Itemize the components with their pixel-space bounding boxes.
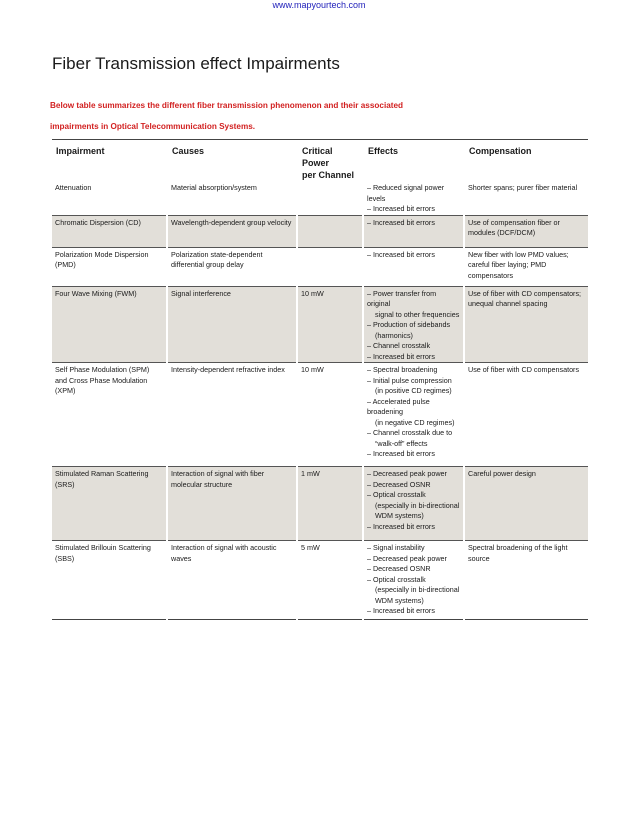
cell-compensation: New fiber with low PMD values; careful fiber laying; PMD compensators [464, 247, 588, 286]
effect-line: WDM systems) [375, 595, 424, 605]
table-row [52, 467, 588, 541]
cell-effects [363, 467, 464, 541]
effect-line: – Increased bit errors [367, 249, 435, 259]
table-header-row [52, 140, 588, 181]
header-causes: Causes [167, 140, 297, 181]
effect-line: – Reduced signal power levels [367, 183, 445, 203]
cell-power [297, 181, 363, 215]
effect-line: – Decreased OSNR [367, 564, 431, 573]
effect-line: – Spectral broadening [367, 365, 438, 374]
effect-line: – Increased bit errors [367, 521, 435, 531]
impairments-table [52, 139, 588, 620]
impairments-table-grid [52, 140, 588, 631]
cell-impairment: Stimulated Brillouin Scattering (SBS) [55, 543, 151, 563]
cell-compensation: Use of fiber with CD compensators [464, 363, 588, 467]
effect-line: WDM systems) [375, 511, 424, 520]
effect-line: – Increased bit errors [367, 606, 435, 615]
cell-power: 10 mW [297, 286, 363, 363]
effect-line: – Channel crosstalk [367, 341, 431, 350]
effect-line: – Initial pulse compression [367, 375, 452, 385]
cell-effects [363, 363, 464, 467]
cell-effects [363, 541, 464, 631]
cell-causes: Wavelength-dependent group velocity [167, 215, 297, 247]
page-title: Fiber Transmission effect Impairments [52, 54, 340, 73]
cell-power [297, 215, 363, 247]
cell-effects [363, 247, 464, 286]
header-impairment: Impairment [56, 146, 105, 156]
cell-power: 5 mW [297, 541, 363, 631]
effect-line: (in positive CD regimes) [375, 386, 452, 395]
cell-power: 1 mW [297, 467, 363, 541]
header-critical-power-line2: per Channel [302, 170, 355, 180]
cell-impairment: Chromatic Dispersion (CD) [52, 215, 167, 247]
effect-line: – Increased bit errors [367, 204, 435, 213]
cell-impairment: Self Phase Modulation (SPM) and Cross Phase Modulation (XPM) [52, 363, 167, 467]
cell-impairment: Attenuation [52, 181, 167, 215]
cell-causes: Intensity-dependent refractive index [167, 363, 297, 467]
cell-compensation: Shorter spans; purer fiber material [464, 181, 588, 215]
effect-line: (harmonics) [375, 330, 413, 340]
cell-power [297, 247, 363, 286]
cell-effects [363, 215, 464, 247]
header-effects: Effects [363, 140, 464, 181]
cell-compensation: Use of compensation fiber or modules (DCF/DCM) [464, 215, 588, 247]
header-critical-power [297, 140, 363, 181]
header-critical-power-line1: Critical Power [302, 146, 333, 168]
table-row [52, 363, 588, 467]
table-row [52, 286, 588, 363]
cell-effects [363, 286, 464, 363]
table-row [52, 215, 588, 247]
table-row [52, 181, 588, 215]
header-url[interactable]: www.mapyourtech.com [272, 0, 366, 10]
cell-power: 10 mW [297, 363, 363, 467]
cell-impairment: Four Wave Mixing (FWM) [52, 286, 167, 363]
effect-line: – Decreased OSNR [367, 479, 431, 489]
effect-line: – Increased bit errors [367, 351, 435, 361]
table-row [52, 541, 588, 631]
table-row [52, 247, 588, 286]
effect-line: – Increased bit errors [367, 449, 435, 458]
intro-text-line-2: impairments in Optical Telecommunication Systems. [50, 122, 256, 131]
cell-causes: Polarization state-dependent differential group delay [167, 247, 297, 286]
effect-line: – Power transfer from original [367, 288, 437, 308]
header-compensation: Compensation [464, 140, 588, 181]
effect-line: – Increased bit errors [367, 217, 435, 227]
cell-causes: Interaction of signal with fiber molecular structure [167, 467, 297, 541]
cell-compensation: Spectral broadening of the light source [464, 541, 588, 631]
effect-line: signal to other frequencies [375, 309, 460, 319]
effect-line: – Decreased peak power [367, 553, 447, 563]
effect-line: (especially in bi-directional [375, 585, 460, 594]
effect-line: (in negative CD regimes) [375, 417, 455, 427]
intro-text-line-1: Below table summarizes the different fiber transmission phenomenon and their associated [50, 101, 404, 110]
effect-line: – Accelerated pulse broadening [367, 396, 430, 416]
cell-effects [363, 181, 464, 215]
cell-impairment: Stimulated Raman Scattering (SRS) [52, 467, 167, 541]
cell-compensation: Careful power design [464, 467, 588, 541]
cell-impairment: Polarization Mode Dispersion (PMD) [52, 247, 167, 286]
effect-line: – Production of sidebands [367, 320, 451, 329]
effect-line: “walk-off” effects [375, 438, 428, 448]
effect-line: – Decreased peak power [367, 469, 447, 478]
cell-causes: Interaction of signal with acoustic waves [167, 541, 297, 631]
cell-causes: Signal interference [167, 286, 297, 363]
effect-line: (especially in bi-directional [375, 500, 460, 510]
effect-line: – Optical crosstalk [367, 490, 426, 499]
cell-compensation: Use of fiber with CD compensators; unequal channel spacing [464, 286, 588, 363]
cell-causes: Material absorption/system [167, 181, 297, 215]
effect-line: – Signal instability [367, 543, 425, 552]
effect-line: – Channel crosstalk due to [367, 428, 453, 437]
effect-line: – Optical crosstalk [367, 574, 426, 584]
